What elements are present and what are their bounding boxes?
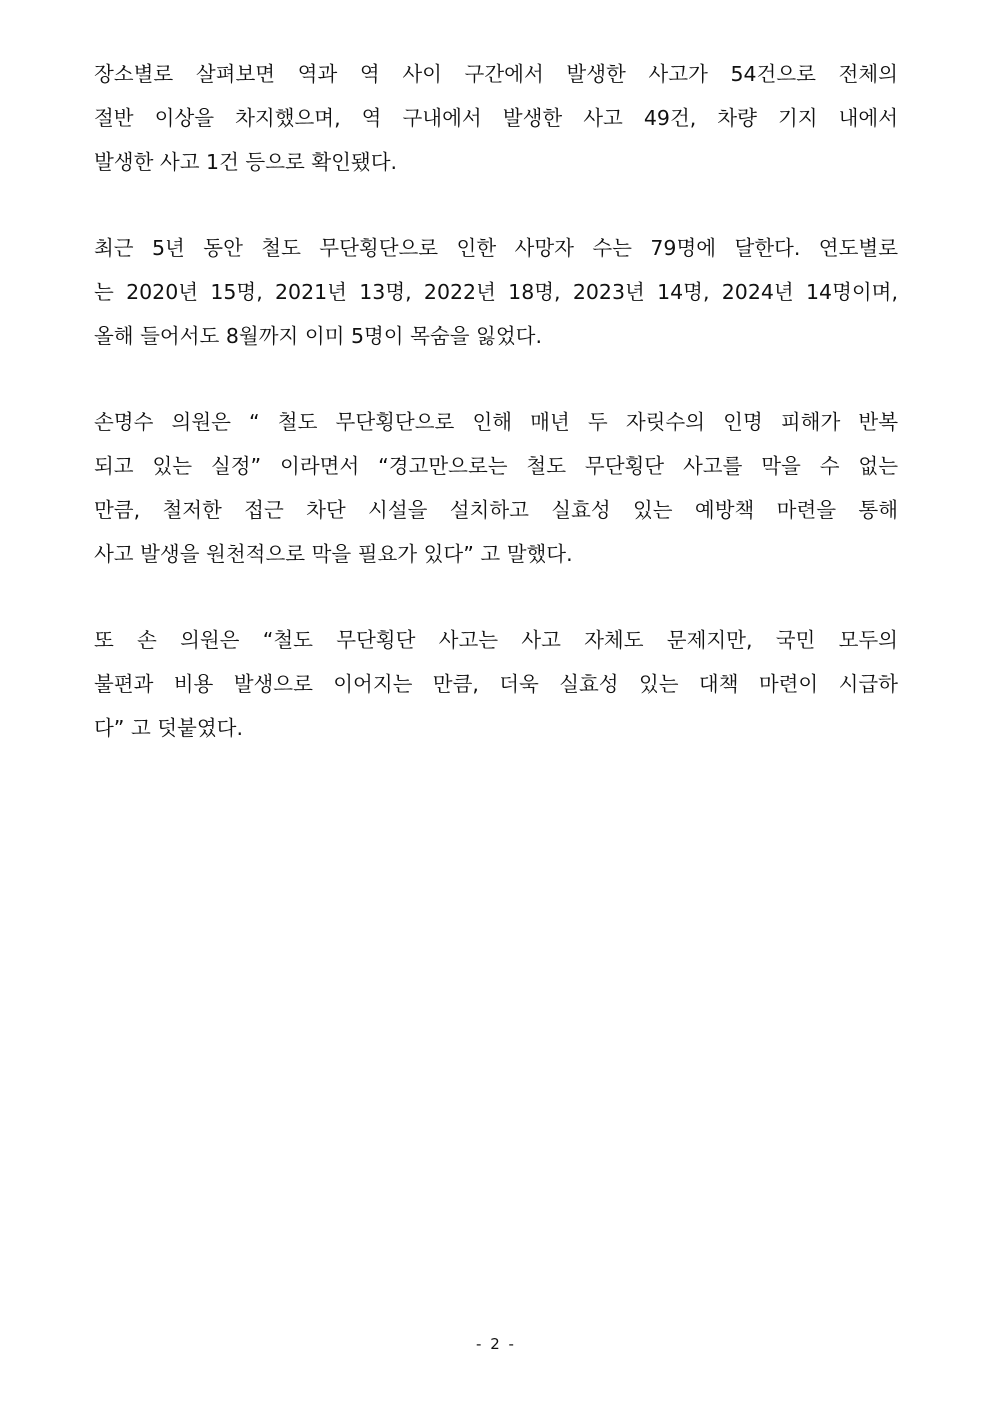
paragraph-fatality-statistics: [94, 226, 898, 358]
text-line: 불편과 비용 발생으로 이어지는 만큼, 더욱 실효성 있는 대책 마련이 시급하: [94, 672, 898, 696]
text-line: 절반 이상을 차지했으며, 역 구내에서 발생한 사고 49건, 차량 기지 내에서: [94, 106, 898, 130]
text-line: 또 손 의원은 “철도 무단횡단 사고는 사고 자체도 문제지만, 국민 모두의: [94, 628, 898, 652]
paragraph-lawmaker-quote: [94, 400, 898, 576]
text-line: 발생한 사고 1건 등으로 확인됐다.: [94, 150, 398, 174]
article-body: [94, 52, 898, 792]
paragraph-additional-quote: [94, 618, 898, 750]
text-line: 사고 발생을 원천적으로 막을 필요가 있다” 고 말했다.: [94, 542, 573, 566]
page-number: - 2 -: [476, 1335, 516, 1353]
text-line: 만큼, 철저한 접근 차단 시설을 설치하고 실효성 있는 예방책 마련을 통해: [94, 498, 898, 522]
text-line: 손명수 의원은 “ 철도 무단횡단으로 인해 매년 두 자릿수의 인명 피해가 반복: [94, 410, 898, 434]
text-line: 되고 있는 실정” 이라면서 “경고만으로는 철도 무단횡단 사고를 막을 수 없는: [94, 454, 898, 478]
paragraph-accident-locations: [94, 52, 898, 184]
text-line: 다” 고 덧붙였다.: [94, 716, 243, 740]
text-line: 는 2020년 15명, 2021년 13명, 2022년 18명, 2023년 14명, 2024년 14명이며,: [94, 280, 898, 304]
text-line: 장소별로 살펴보면 역과 역 사이 구간에서 발생한 사고가 54건으로 전체의: [94, 62, 898, 86]
text-line: 최근 5년 동안 철도 무단횡단으로 인한 사망자 수는 79명에 달한다. 연도별로: [94, 236, 898, 260]
text-line: 올해 들어서도 8월까지 이미 5명이 목숨을 잃었다.: [94, 324, 542, 348]
